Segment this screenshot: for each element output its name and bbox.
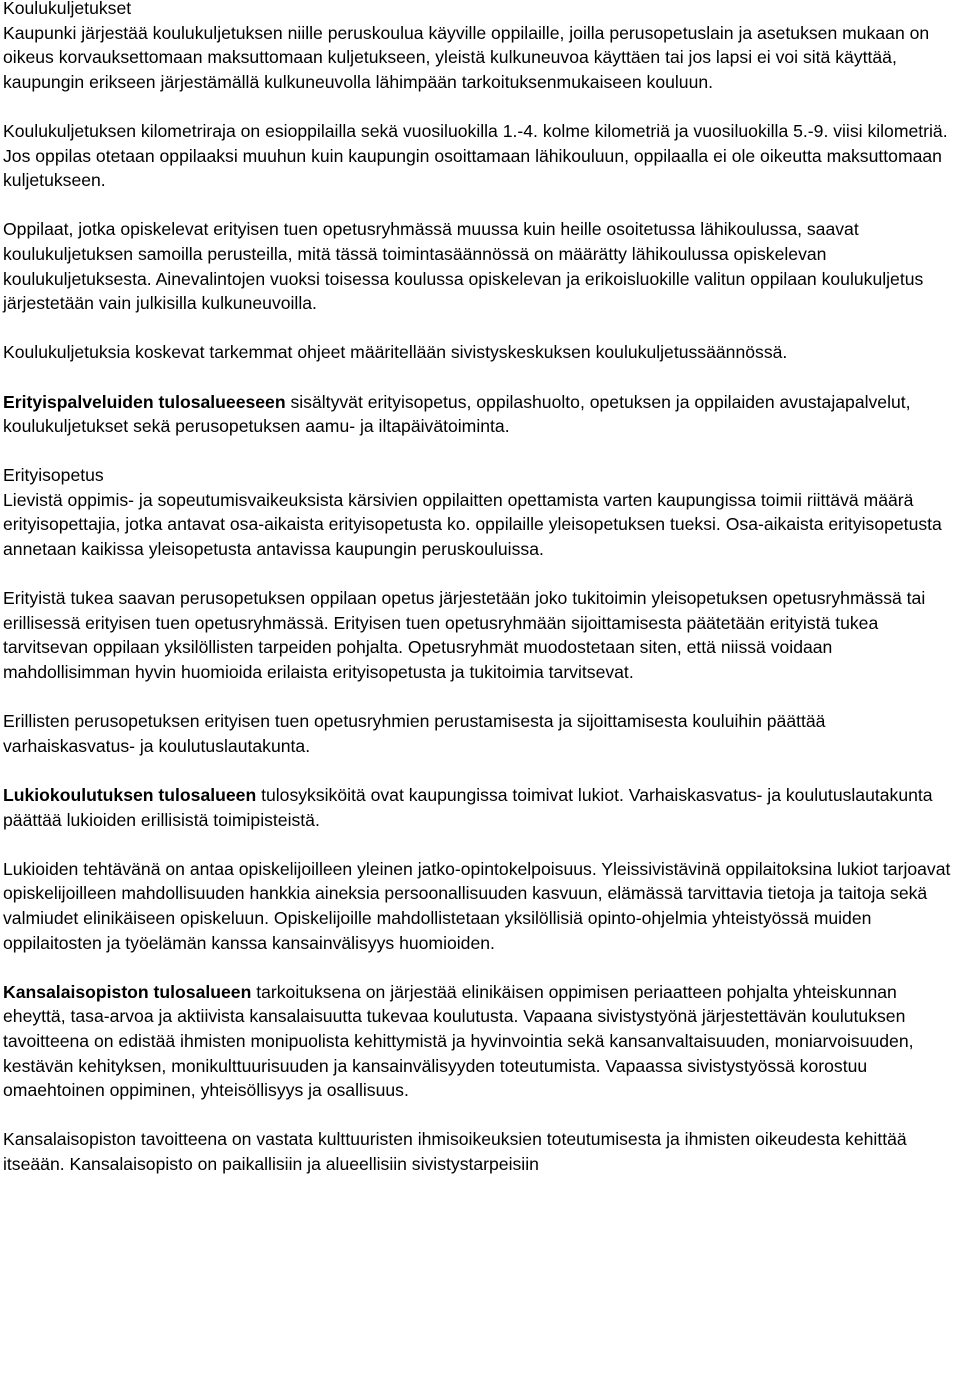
paragraph-erityispalvelut	[3, 390, 958, 439]
paragraph-erityisopetus-3: Erillisten perusopetuksen erityisen tuen opetusryhmien perustamisesta ja sijoittamisesta kouluihin päättää varhaiskasvatus- ja koulutuslautakunta.	[3, 711, 826, 756]
bold-lead-kansalaisopisto: Kansalaisopiston tulosalueen	[3, 981, 252, 1002]
paragraph-lukiokoulutus-1	[3, 783, 958, 832]
paragraph-kansalaisopisto-1	[3, 980, 958, 1103]
heading-erityisopetus: Erityisopetus	[3, 465, 104, 486]
paragraph-lukiokoulutus-2: Lukioiden tehtävänä on antaa opiskelijoilleen yleinen jatko-opintokelpoisuus. Yleissivistävinä oppilaitoksina lukiot tarjoavat opiskelijoilleen mahdollisuuden hankkia aineksia persoonallisuuden kasvuun, elämässä tarvittavia tietoja ja taitoja sekä valmiudet elinikäiseen opiskeluun. Opiskelijoille mahdollistetaan yksilöllisiä opinto-ohjelmia yhteistyössä muiden oppilaitosten ja työelämän kanssa kansainvälisyys huomioiden.	[3, 858, 951, 953]
bold-lead-lukiokoulutus: Lukiokoulutuksen tulosalueen	[3, 785, 257, 805]
paragraph-koulukuljetukset-2: Koulukuljetuksen kilometriraja on esioppilailla sekä vuosiluokilla 1.-4. kolme kilometriä ja vuosiluokilla 5.-9. viisi kilometriä. Jos oppilas otetaan oppilaaksi muuhun kuin kaupungin osoittamaan lähikouluun, oppilaalla ei ole oikeutta maksuttomaan kuljetukseen.	[3, 120, 948, 191]
paragraph-koulukuljetukset-1: Kaupunki järjestää koulukuljetuksen niille peruskoulua käyville oppilaille, joilla perusopetuslain ja asetuksen mukaan on oikeus korvauksettomaan maksuttomaan kuljetukseen, yleistä kulkuneuvoa käyttäen tai jos lapsi ei voi sitä käyttää, kaupungin erikseen järjestämällä kulkuneuvolla lähimpään tarkoituksenmukaiseen kouluun.	[3, 22, 930, 92]
paragraph-koulukuljetukset-4: Koulukuljetuksia koskevat tarkemmat ohjeet määritellään sivistyskeskuksen koulukuljetussäännössä.	[3, 342, 788, 363]
paragraph-erityisopetus-2: Erityistä tukea saavan perusopetuksen oppilaan opetus järjestetään joko tukitoimin yleisopetuksen opetusryhmässä tai erillisessä erityisen tuen opetusryhmässä. Erityisen tuen opetusryhmään sijoittamisesta päätetään erityistä tukea tarvitsevan oppilaan yksilöllisten tarpeiden pohjalta. Opetusryhmät muodostetaan siten, että niissä voidaan mahdollisimman hyvin huomioida erilaista erityisopetusta ja tukitoimia tarvitsevat.	[3, 588, 926, 683]
text-lukiokoulutus: tulosyksiköitä ovat kaupungissa toimivat lukiot. Varhaiskasvatus- ja koulutuslautakunta päättää lukioiden erillisistä toimipisteistä.	[3, 785, 933, 830]
bold-lead-erityispalvelut: Erityispalveluiden tulosalueeseen	[3, 391, 286, 412]
paragraph-erityisopetus-1: Lievistä oppimis- ja sopeutumisvaikeuksista kärsivien oppilaitten opettamista varten kaupungissa toimii riittävä määrä erityisopettajia, jotka antavat osa-aikaista erityisopetusta ko. oppilaille yleisopetuksen tueksi. Osa-aikaista erityisopetusta annetaan kaikissa yleisopetusta antavissa kaupungin peruskouluissa.	[3, 489, 942, 560]
text-kansalaisopisto: tarkoituksena on järjestää elinikäisen oppimisen periaatteen pohjalta yhteiskunnan eheyttä, tasa-arvoa ja aktiivista kansalaisuutta tukevaa koulutusta. Vapaana sivistystyönä järjestettävän koulutuksen tavoitteena on edistää ihmisten monipuolista kehittymistä ja hyvinvointia sekä kansanvaltaisuuden, moniarvoisuuden, kestävän kehityksen, monikulttuurisuuden ja kansainvälisyyden toteutumista. Vapaassa sivistystyössä korostuu omaehtoinen oppiminen, yhteisöllisyys ja osallisuus.	[3, 981, 914, 1101]
paragraph-koulukuljetukset-3: Oppilaat, jotka opiskelevat erityisen tuen opetusryhmässä muussa kuin heille osoitetussa lähikoulussa, saavat koulukuljetuksen samoilla perusteilla, mitä tässä toimintasäännössä on määrätty lähikoulussa opiskelevan koulukuljetuksesta. Ainevalintojen vuoksi toisessa koulussa opiskelevan ja erikoisluokille valitun oppilaan koulukuljetus järjestetään vain julkisilla kulkuneuvoilla.	[3, 219, 924, 314]
paragraph-kansalaisopisto-2: Kansalaisopiston tavoitteena on vastata kulttuuristen ihmisoikeuksien toteutumisesta ja ihmisten oikeudesta kehittää itseään. Kansalaisopisto on paikallisiin ja alueellisiin sivistystarpeisiin	[3, 1129, 907, 1174]
heading-koulukuljetukset: Koulukuljetukset	[3, 0, 132, 18]
text-erityispalvelut: sisältyvät erityisopetus, oppilashuolto, opetuksen ja oppilaiden avustajapalvelut, koulukuljetukset sekä perusopetuksen aamu- ja iltapäivätoiminta.	[3, 391, 911, 437]
